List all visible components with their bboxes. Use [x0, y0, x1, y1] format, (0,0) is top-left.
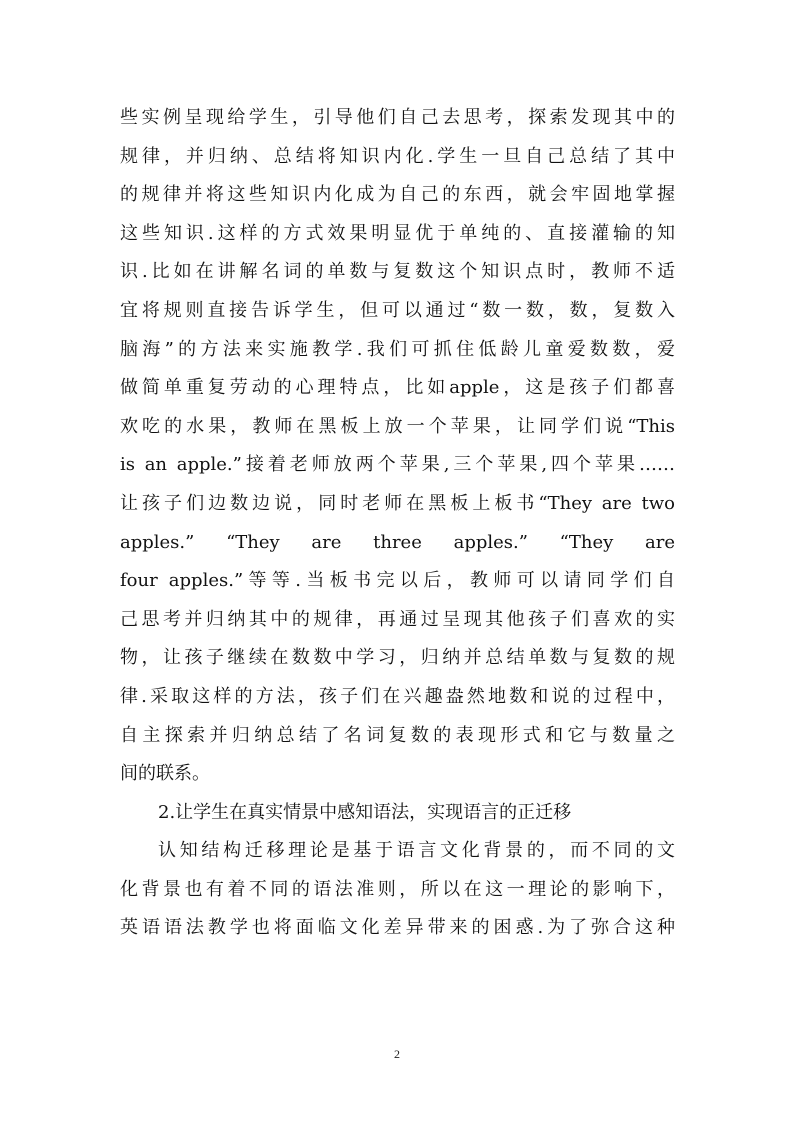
- paragraph-cognitive-transfer: [120, 832, 675, 948]
- text-line: 让孩子们边数边说，同时老师在黑板上板书“They are two: [120, 492, 675, 514]
- text-line: is an apple.”接着老师放两个苹果,三个苹果,四个苹果……: [120, 454, 675, 476]
- text-line: 些实例呈现给学生，引导他们自己去思考，探索发现其中的: [120, 107, 675, 128]
- text-line: 做简单重复劳动的心理特点，比如apple，这是孩子们都喜: [120, 377, 675, 399]
- text-line: 规律，并归纳、总结将知识内化.学生一旦自己总结了其中: [120, 145, 675, 167]
- text-line: 脑海”的方法来实施教学.我们可抓住低龄儿童爱数数，爱: [120, 338, 675, 360]
- text-line: 识.比如在讲解名词的单数与复数这个知识点时，教师不适: [120, 261, 675, 283]
- text-line: 物，让孩子继续在数数中学习，归纳并总结单数与复数的规: [120, 647, 675, 669]
- text-line: 英语语法教学也将面临文化差异带来的困惑.为了弥合这种: [120, 917, 675, 939]
- text-line: 认知结构迁移理论是基于语言文化背景的，而不同的文: [158, 840, 675, 862]
- page-number: 2: [394, 1047, 400, 1061]
- text-line: four apples.”等等.当板书完以后，教师可以请同学们自: [120, 570, 675, 592]
- text-line: 自主探索并归纳总结了名词复数的表现形式和它与数量之: [120, 724, 675, 746]
- text-line: apples.” “They are three apples.” “They are: [120, 531, 675, 553]
- paragraph-plural-nouns: [120, 99, 675, 794]
- text-line: 这些知识.这样的方式效果明显优于单纯的、直接灌输的知: [120, 222, 675, 244]
- text-line: 律.采取这样的方法，孩子们在兴趣盎然地数和说的过程中，: [120, 685, 675, 707]
- text-line: 间的联系。: [120, 763, 210, 785]
- text-line: 欢吃的水果，教师在黑板上放一个苹果，让同学们说“This: [120, 415, 675, 437]
- text-line: 己思考并归纳其中的规律，再通过呈现其他孩子们喜欢的实: [120, 608, 675, 630]
- section-heading: 2.让学生在真实情景中感知语法，实现语言的正迁移: [158, 801, 572, 823]
- text-line: 的规律并将这些知识内化成为自己的东西，就会牢固地掌握: [120, 184, 675, 206]
- document-body: [120, 99, 675, 948]
- text-line: 化背景也有着不同的语法准则，所以在这一理论的影响下，: [120, 878, 675, 900]
- text-line: 宜将规则直接告诉学生，但可以通过“数一数，数，复数入: [120, 299, 675, 321]
